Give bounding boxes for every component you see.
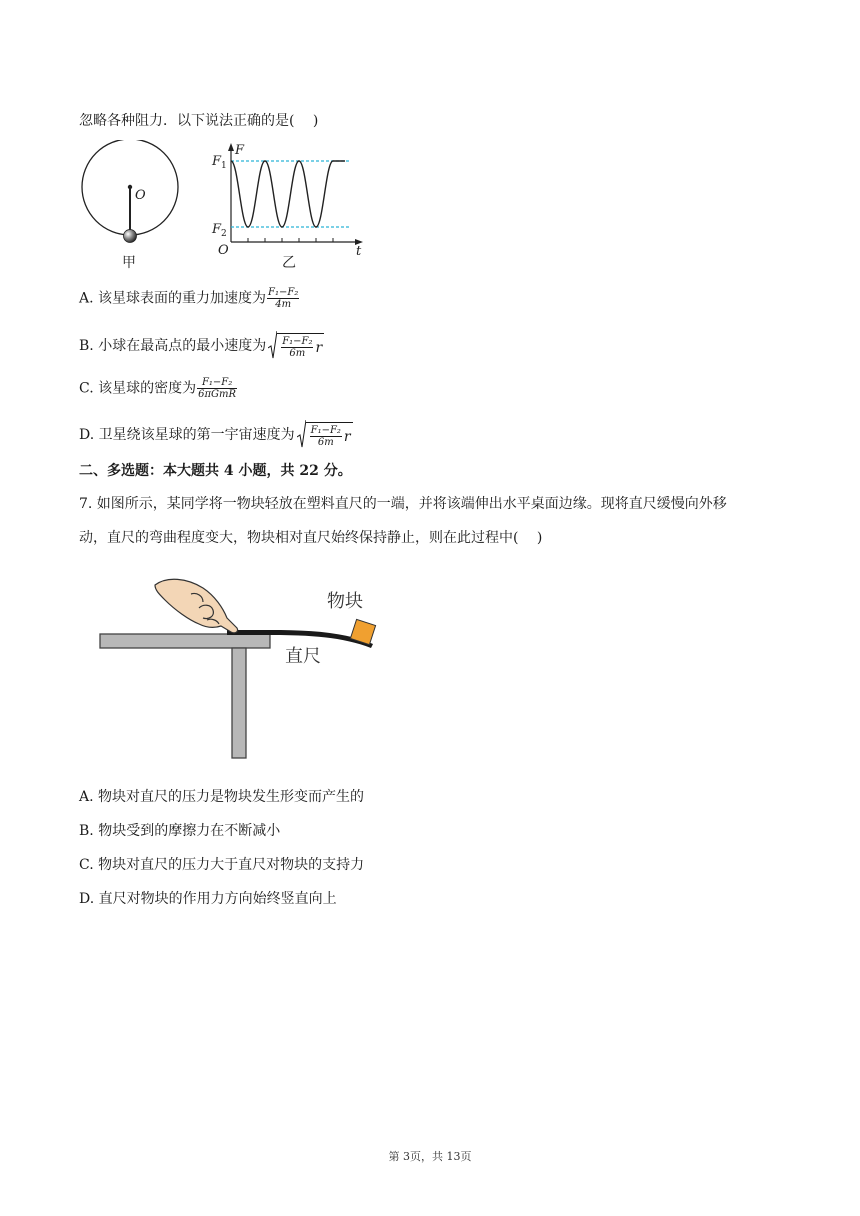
label-F1: $F_1$ — [212, 154, 227, 171]
q7-text-line1: 7. 如图所示，某同学将一物块轻放在塑料直尺的一端，并将该端伸出水平桌面边缘。现将直尺缓慢向外移 — [79, 496, 727, 512]
option-7c: C. 物块对直尺的压力大于直尺对物块的支持力 — [79, 857, 365, 873]
intro-text: 忽略各种阻力．以下说法正确的是( ) — [79, 113, 319, 129]
option-7b: B. 物块受到的摩擦力在不断减小 — [79, 823, 281, 839]
option-6a: A. 该星球表面的重力加速度为 $\frac{\text{F₁−F₂}}{4m}$ — [79, 287, 299, 310]
center-point — [128, 185, 132, 189]
fraction: $\frac{\text{F₁−F₂}}{4m}$ — [268, 287, 299, 310]
table-top — [100, 634, 270, 648]
label-ruler: 直尺 — [285, 646, 321, 667]
label-yi: 乙 — [282, 255, 296, 271]
label-O-circle: O — [135, 188, 146, 203]
label-F-axis: F — [235, 143, 245, 158]
figure-ruler-on-table — [95, 570, 395, 765]
option-6d: D. 卫星绕该星球的第一宇宙速度为 $\frac{\text{F₁−F₂}}{6m}$ r — [79, 420, 353, 450]
sqrt-expression: $\frac{\text{F₁−F₂}}{6m}$ r — [297, 420, 353, 450]
page-footer: 第 3页，共 13页 — [388, 1150, 472, 1163]
label-O-graph: O — [218, 243, 229, 258]
table-leg — [232, 648, 246, 758]
option-6c: C. 该星球的密度为 $\frac{\text{F₁−F₂}}{\text{6πGmR}}$ — [79, 377, 237, 400]
label-t: t — [356, 244, 362, 259]
ball — [124, 230, 137, 243]
label-block: 物块 — [327, 591, 363, 612]
option-7a: A. 物块对直尺的压力是物块发生形变而产生的 — [79, 789, 365, 805]
figure-circle-and-graph — [75, 140, 375, 272]
force-curve — [231, 161, 345, 227]
option-7d: D. 直尺对物块的作用力方向始终竖直向上 — [79, 891, 337, 907]
q7-text-line2: 动，直尺的弯曲程度变大，物块相对直尺始终保持静止，则在此过程中( ) — [79, 530, 543, 546]
option-6b: B. 小球在最高点的最小速度为 $\frac{\text{F₁−F₂}}{6m}$ r — [79, 331, 324, 361]
sqrt-expression: $\frac{\text{F₁−F₂}}{6m}$ r — [268, 331, 324, 361]
hand — [155, 579, 238, 633]
fraction: $\frac{\text{F₁−F₂}}{\text{6πGmR}}$ — [198, 377, 237, 400]
label-jia: 甲 — [122, 255, 136, 271]
label-F2: $F_2$ — [212, 222, 227, 239]
section-heading: 二、多选题：本大题共 4 小题，共 22 分。 — [79, 463, 352, 479]
